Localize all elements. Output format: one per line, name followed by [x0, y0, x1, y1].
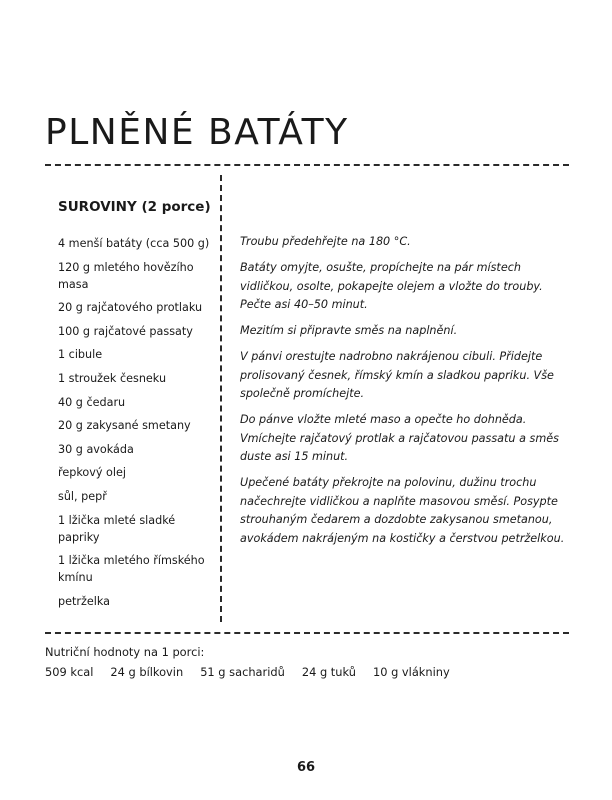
ingredient-item: 4 menší batáty (cca 500 g)	[58, 237, 210, 250]
recipe-title: PLNĚNÉ BATÁTY	[45, 112, 349, 153]
ingredients-list	[58, 235, 214, 616]
nutrition-fiber: 10 g vlákniny	[372, 665, 450, 679]
instruction-step: Troubu předehřejte na 180 °C.	[240, 235, 411, 248]
instruction-step: Do pánve vložte mleté maso a opečte ho dohněda. Vmíchejte rajčatový protlak a rajčatovou passatu a směs duste asi 15 minut.	[240, 413, 559, 463]
nutrition-fat: 24 g tuků	[301, 665, 356, 679]
ingredient-item: 120 g mletého hovězího masa	[58, 260, 194, 291]
instruction-step: Batáty omyjte, osušte, propíchejte na pár místech vidličkou, osolte, pokapejte olejem a vložte do trouby. Pečte asi 40–50 minut.	[240, 261, 543, 311]
nutrition-carbs: 51 g sacharidů	[200, 665, 285, 679]
ingredient-item: 20 g zakysané smetany	[58, 419, 191, 433]
nutrition-kcal: 509 kcal	[45, 665, 94, 679]
ingredient-item: 1 stroužek česneku	[58, 371, 167, 385]
ingredient-item: 20 g rajčatového protlaku	[58, 301, 203, 315]
ingredients-heading: SUROVINY (2 porce)	[58, 199, 211, 215]
ingredient-item: 30 g avokáda	[58, 442, 134, 456]
nutrition-protein: 24 g bílkovin	[110, 665, 184, 679]
instruction-step: Mezitím si připravte směs na naplnění.	[240, 324, 458, 337]
ingredient-item: sůl, pepř	[58, 489, 107, 503]
nutrition-values	[45, 665, 450, 679]
top-dashed-divider	[45, 164, 569, 166]
instruction-step: V pánvi orestujte nadrobno nakrájenou cibuli. Přidejte prolisovaný česnek, římský kmín a sladkou papriku. Vše společně promíchejte.	[240, 350, 554, 400]
ingredient-item: řepkový olej	[58, 466, 127, 480]
instruction-step: Upečené batáty překrojte na polovinu, dužinu trochu načechrejte vidličkou a naplňte masovou směsí. Posypte strouhaným čedarem a dozdobte zakysanou smetanou, avokádem nakrájeným na kostičky a čerstvou petrželkou.	[240, 476, 565, 545]
ingredient-item: 1 lžička mletého římského kmínu	[58, 554, 205, 585]
ingredient-item: 1 lžička mleté sladké papriky	[58, 513, 176, 544]
column-dashed-divider	[220, 175, 222, 622]
bottom-dashed-divider	[45, 632, 569, 634]
instructions-section	[240, 233, 570, 556]
ingredient-item: 1 cibule	[58, 348, 103, 362]
page-number: 66	[296, 760, 316, 775]
ingredient-item: 40 g čedaru	[58, 395, 126, 409]
nutrition-heading: Nutriční hodnoty na 1 porci:	[45, 645, 205, 659]
ingredient-item: petrželka	[58, 594, 110, 608]
ingredient-item: 100 g rajčatové passaty	[58, 324, 193, 338]
